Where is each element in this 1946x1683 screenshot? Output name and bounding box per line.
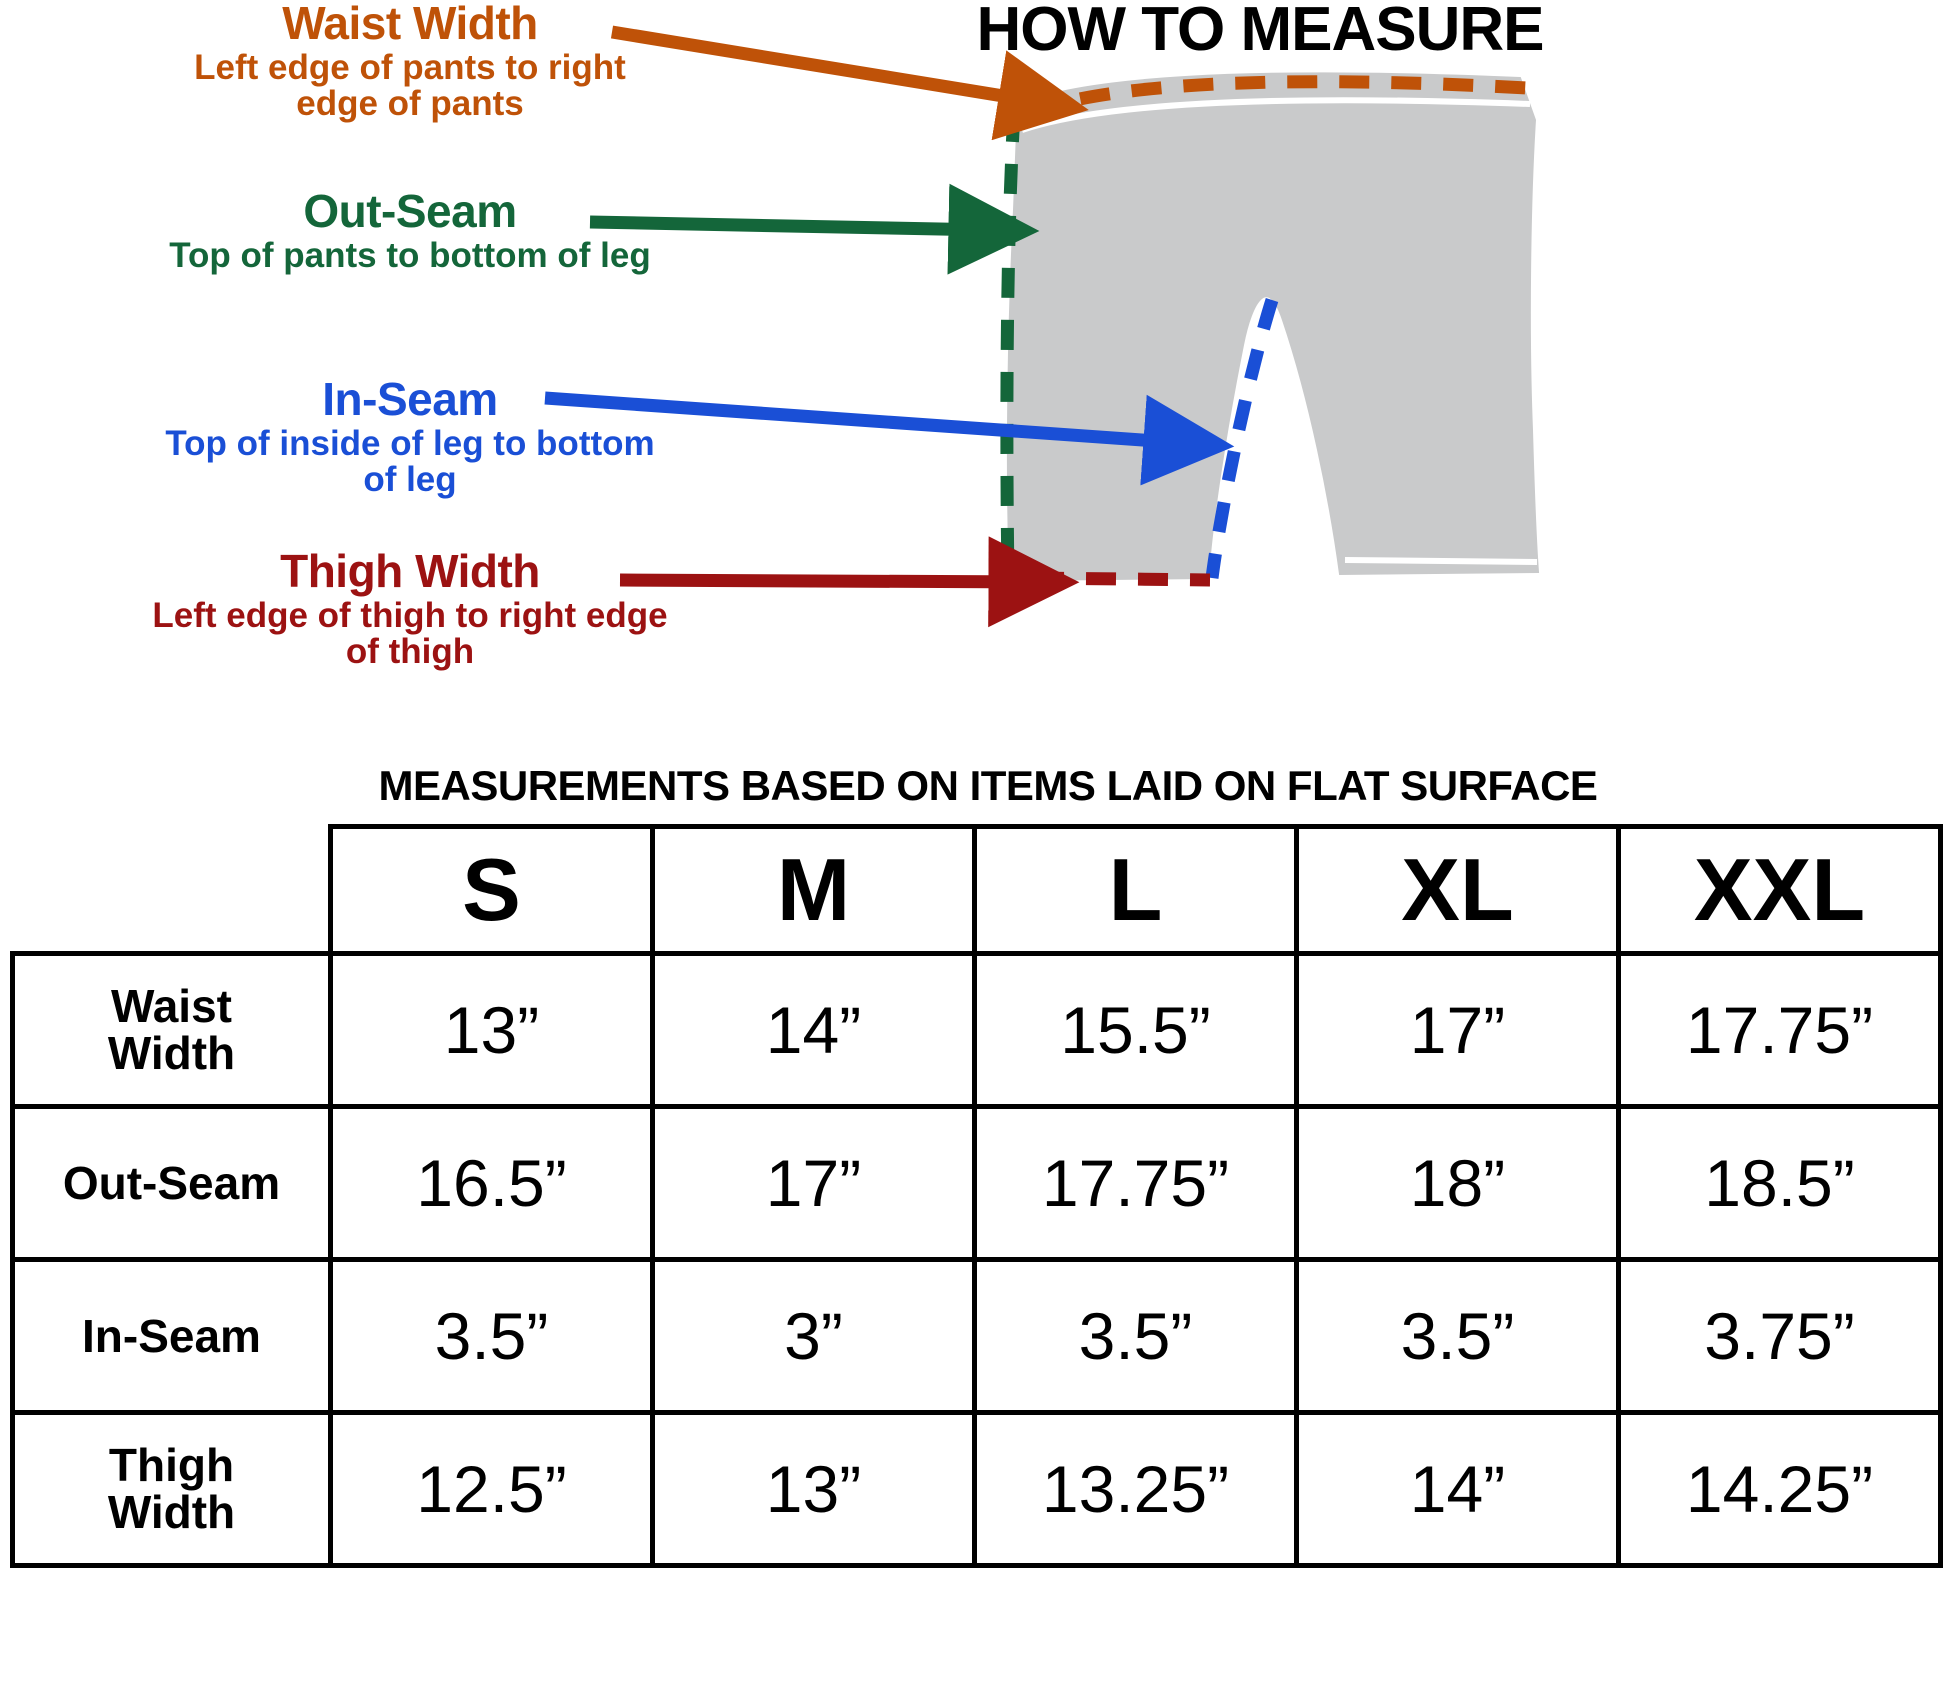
table-row	[13, 954, 1941, 1107]
cell-out-seam-s: 16.5”	[331, 1107, 653, 1260]
row-label-line: Thigh	[108, 1439, 235, 1492]
callout-waist-width-description: Left edge of pants to right edge of pants	[194, 47, 626, 124]
callout-in-seam-title: In-Seam	[322, 373, 498, 425]
page-title: HOW TO MEASURE	[976, 0, 1544, 64]
cell-waist-width-l: 15.5”	[975, 954, 1297, 1107]
row-label-waist-width	[13, 954, 331, 1107]
cell-thigh-width-s: 12.5”	[331, 1413, 653, 1566]
table-header-row	[13, 827, 1941, 954]
column-header-s: S	[331, 827, 653, 954]
row-label-in-seam: In-Seam	[13, 1260, 331, 1413]
cell-out-seam-m: 17”	[653, 1107, 975, 1260]
cell-out-seam-xxl: 18.5”	[1619, 1107, 1941, 1260]
table-row	[13, 1260, 1941, 1413]
cell-waist-width-s: 13”	[331, 954, 653, 1107]
cell-thigh-width-xl: 14”	[1297, 1413, 1619, 1566]
row-label-thigh-width	[13, 1413, 331, 1566]
table-caption: MEASUREMENTS BASED ON ITEMS LAID ON FLAT SURFACE	[378, 762, 1598, 809]
size-chart	[0, 762, 1946, 1568]
cell-out-seam-l: 17.75”	[975, 1107, 1297, 1260]
cell-thigh-width-m: 13”	[653, 1413, 975, 1566]
column-header-xl: XL	[1297, 827, 1619, 954]
cell-waist-width-xxl: 17.75”	[1619, 954, 1941, 1107]
cell-in-seam-xxl: 3.75”	[1619, 1260, 1941, 1413]
column-header-xxl: XXL	[1619, 827, 1941, 954]
cell-in-seam-xl: 3.5”	[1297, 1260, 1619, 1413]
cell-thigh-width-l: 13.25”	[975, 1413, 1297, 1566]
callout-thigh-width-description: Left edge of thigh to right edge of thigh	[152, 595, 668, 672]
callout-thigh-width-title: Thigh Width	[280, 545, 540, 597]
column-header-l: L	[975, 827, 1297, 954]
callout-waist-width-title: Waist Width	[282, 0, 538, 49]
cell-in-seam-s: 3.5”	[331, 1260, 653, 1413]
callout-waist-width	[150, 0, 670, 123]
cell-in-seam-l: 3.5”	[975, 1260, 1297, 1413]
callout-out-seam-title: Out-Seam	[303, 185, 517, 237]
how-to-measure-diagram	[0, 0, 1946, 760]
column-header-m: M	[653, 827, 975, 954]
row-label-out-seam: Out-Seam	[13, 1107, 331, 1260]
table-corner-cell	[13, 827, 331, 954]
callout-out-seam-description: Top of pants to bottom of leg	[169, 235, 651, 275]
cell-in-seam-m: 3”	[653, 1260, 975, 1413]
cell-out-seam-xl: 18”	[1297, 1107, 1619, 1260]
size-table	[10, 824, 1943, 1568]
callout-out-seam	[150, 185, 670, 275]
row-label-line: Width	[107, 1027, 236, 1079]
table-row	[13, 1107, 1941, 1260]
callout-thigh-width	[150, 545, 670, 672]
cell-waist-width-m: 14”	[653, 954, 975, 1107]
callout-in-seam	[150, 373, 670, 500]
callout-in-seam-description: Top of inside of leg to bottom of leg	[165, 423, 655, 500]
table-row	[13, 1413, 1941, 1566]
row-label-line: Waist	[111, 980, 232, 1033]
row-label-line: Width	[107, 1486, 236, 1538]
cell-thigh-width-xxl: 14.25”	[1619, 1413, 1941, 1566]
cell-waist-width-xl: 17”	[1297, 954, 1619, 1107]
